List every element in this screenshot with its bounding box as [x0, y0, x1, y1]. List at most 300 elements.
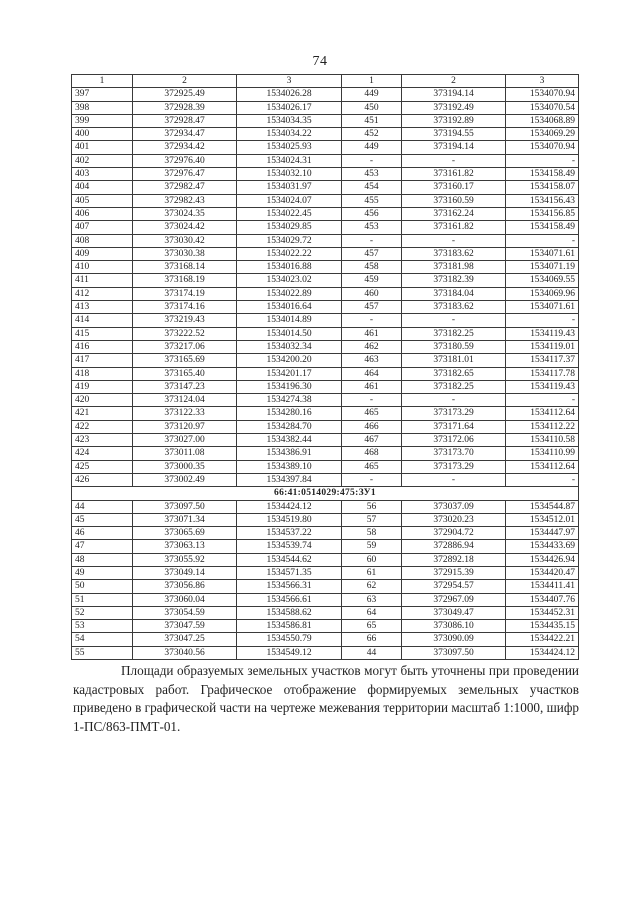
table-cell: 1534156.85	[506, 207, 579, 220]
table-row	[72, 380, 579, 393]
table-cell: 1534022.22	[237, 247, 342, 260]
table-row	[72, 101, 579, 114]
table-cell: 1534070.54	[506, 101, 579, 114]
table-cell: 373165.69	[133, 354, 237, 367]
table-cell: 457	[342, 301, 402, 314]
table-cell: 1534034.22	[237, 128, 342, 141]
table-cell: 372982.47	[133, 181, 237, 194]
table-cell: 466	[342, 420, 402, 433]
table-cell: 405	[72, 194, 133, 207]
table-row	[72, 327, 579, 340]
table-cell: -	[402, 473, 506, 486]
table-cell: 372892.18	[402, 553, 506, 566]
table-row	[72, 593, 579, 606]
table-cell: 373047.59	[133, 620, 237, 633]
table-cell: 1534550.79	[237, 633, 342, 646]
table-row	[72, 434, 579, 447]
table-cell: 414	[72, 314, 133, 327]
table-cell: 372934.47	[133, 128, 237, 141]
table-cell: 373173.29	[402, 407, 506, 420]
header-cell: 1	[72, 75, 133, 88]
table-cell: -	[342, 314, 402, 327]
table-cell: 1534158.49	[506, 168, 579, 181]
table-row	[72, 287, 579, 300]
table-cell: -	[506, 154, 579, 167]
section-title: 66:41:0514029:475:ЗУ1	[72, 487, 579, 500]
table-cell: 1534032.10	[237, 168, 342, 181]
table-cell: 49	[72, 566, 133, 579]
table-cell: 65	[342, 620, 402, 633]
table-cell: 1534014.50	[237, 327, 342, 340]
table-cell: 372904.72	[402, 527, 506, 540]
table-cell: 1534119.01	[506, 340, 579, 353]
table-cell: 1534112.64	[506, 460, 579, 473]
table-cell: 373065.69	[133, 527, 237, 540]
table-cell: 46	[72, 527, 133, 540]
table-cell: -	[506, 394, 579, 407]
table-cell: 373180.59	[402, 340, 506, 353]
table-cell: 44	[342, 646, 402, 659]
table-cell: 1534539.74	[237, 540, 342, 553]
table-cell: 373171.64	[402, 420, 506, 433]
table-cell: 407	[72, 221, 133, 234]
table-row	[72, 340, 579, 353]
table-cell: 1534544.87	[506, 500, 579, 513]
table-cell: 54	[72, 633, 133, 646]
table-row	[72, 261, 579, 274]
table-cell: -	[402, 154, 506, 167]
table-cell: 55	[72, 646, 133, 659]
table-cell: 419	[72, 380, 133, 393]
table-cell: 59	[342, 540, 402, 553]
table-cell: 1534156.43	[506, 194, 579, 207]
table-cell: 52	[72, 606, 133, 619]
table-row	[72, 620, 579, 633]
table-cell: 1534196.30	[237, 380, 342, 393]
table-cell: 1534069.55	[506, 274, 579, 287]
table-cell: 1534023.02	[237, 274, 342, 287]
table-cell: 1534025.93	[237, 141, 342, 154]
table-cell: 397	[72, 88, 133, 101]
table-cell: -	[402, 314, 506, 327]
table-row	[72, 420, 579, 433]
table-cell: 409	[72, 247, 133, 260]
table-cell: 449	[342, 88, 402, 101]
table-cell: 373217.06	[133, 340, 237, 353]
table-cell: 56	[342, 500, 402, 513]
table-cell: 372934.42	[133, 141, 237, 154]
table-cell: 48	[72, 553, 133, 566]
table-cell: 44	[72, 500, 133, 513]
table-cell: 411	[72, 274, 133, 287]
table-cell: 60	[342, 553, 402, 566]
table-row	[72, 88, 579, 101]
table-row	[72, 500, 579, 513]
table-row	[72, 234, 579, 247]
table-cell: 373020.23	[402, 513, 506, 526]
table-cell: 461	[342, 327, 402, 340]
table-cell: 451	[342, 114, 402, 127]
table-cell: 373192.89	[402, 114, 506, 127]
table-cell: 1534386.91	[237, 447, 342, 460]
table-cell: 373160.17	[402, 181, 506, 194]
table-cell: 373172.06	[402, 434, 506, 447]
table-cell: -	[506, 234, 579, 247]
table-cell: 465	[342, 407, 402, 420]
table-row	[72, 194, 579, 207]
table-cell: 1534274.38	[237, 394, 342, 407]
table-cell: 373024.42	[133, 221, 237, 234]
table-cell: 373002.49	[133, 473, 237, 486]
table-cell: 1534512.01	[506, 513, 579, 526]
table-cell: 423	[72, 434, 133, 447]
table-cell: 373194.14	[402, 141, 506, 154]
table-cell: 373000.35	[133, 460, 237, 473]
table-row	[72, 447, 579, 460]
table-cell: 1534424.12	[506, 646, 579, 659]
table-cell: 398	[72, 101, 133, 114]
table-row	[72, 606, 579, 619]
table-cell: 373192.49	[402, 101, 506, 114]
table-cell: 1534110.99	[506, 447, 579, 460]
table-cell: 408	[72, 234, 133, 247]
table-cell: 401	[72, 141, 133, 154]
table-cell: 373060.04	[133, 593, 237, 606]
table-cell: 1534119.43	[506, 327, 579, 340]
table-cell: 1534280.16	[237, 407, 342, 420]
table-cell: 1534519.80	[237, 513, 342, 526]
table-cell: 372976.40	[133, 154, 237, 167]
table-cell: 372928.39	[133, 101, 237, 114]
table-cell: 1534071.61	[506, 301, 579, 314]
table-cell: 1534397.84	[237, 473, 342, 486]
table-cell: 457	[342, 247, 402, 260]
table-cell: 1534433.69	[506, 540, 579, 553]
table-cell: 402	[72, 154, 133, 167]
table-cell: 373097.50	[133, 500, 237, 513]
table-cell: 1534112.64	[506, 407, 579, 420]
header-cell: 1	[342, 75, 402, 88]
table-cell: 415	[72, 327, 133, 340]
header-cell: 3	[237, 75, 342, 88]
table-cell: 373194.55	[402, 128, 506, 141]
table-row	[72, 580, 579, 593]
table-cell: 63	[342, 593, 402, 606]
table-cell: 1534586.81	[237, 620, 342, 633]
table-cell: 1534034.35	[237, 114, 342, 127]
table-row	[72, 367, 579, 380]
table-cell: 459	[342, 274, 402, 287]
table-row	[72, 540, 579, 553]
table-cell: 373097.50	[402, 646, 506, 659]
table-cell: 1534069.96	[506, 287, 579, 300]
table-cell: 373184.04	[402, 287, 506, 300]
table-cell: 1534571.35	[237, 566, 342, 579]
table-cell: 1534070.94	[506, 88, 579, 101]
table-cell: 373183.62	[402, 301, 506, 314]
table-row	[72, 473, 579, 486]
table-cell: 373162.24	[402, 207, 506, 220]
table-cell: 1534544.62	[237, 553, 342, 566]
table-cell: 417	[72, 354, 133, 367]
table-cell: 1534016.88	[237, 261, 342, 274]
table-cell: 1534112.22	[506, 420, 579, 433]
coordinates-table	[71, 74, 579, 660]
table-cell: 373049.47	[402, 606, 506, 619]
table-cell: 1534420.47	[506, 566, 579, 579]
table-cell: 53	[72, 620, 133, 633]
table-row	[72, 114, 579, 127]
table-cell: 373124.04	[133, 394, 237, 407]
table-cell: 373165.40	[133, 367, 237, 380]
table-cell: -	[342, 473, 402, 486]
table-cell: 64	[342, 606, 402, 619]
table-cell: 416	[72, 340, 133, 353]
table-cell: 373049.14	[133, 566, 237, 579]
table-cell: 50	[72, 580, 133, 593]
table-row	[72, 301, 579, 314]
table-cell: 373174.16	[133, 301, 237, 314]
table-cell: 1534284.70	[237, 420, 342, 433]
table-row	[72, 141, 579, 154]
table-cell: 1534447.97	[506, 527, 579, 540]
note-text: Площади образуемых земельных участков могут быть уточнены при проведении кадастровых работ. Графическое отображение формируемых земельных участков приведено в графической части на чертеже межевания территории масштаб 1:1000, шифр 1-ПС/863-ПМТ-01.	[73, 663, 579, 734]
table-cell: 450	[342, 101, 402, 114]
table-cell: 453	[342, 221, 402, 234]
table-cell: 404	[72, 181, 133, 194]
table-cell: 373160.59	[402, 194, 506, 207]
table-row	[72, 314, 579, 327]
section-header-row	[72, 487, 579, 500]
table-cell: 420	[72, 394, 133, 407]
note-paragraph	[73, 662, 579, 736]
table-row	[72, 513, 579, 526]
table-cell: 1534014.89	[237, 314, 342, 327]
table-cell: 1534424.12	[237, 500, 342, 513]
table-cell: 1534201.17	[237, 367, 342, 380]
table-row	[72, 407, 579, 420]
table-cell: 373219.43	[133, 314, 237, 327]
table-cell: 373181.98	[402, 261, 506, 274]
table-cell: 1534024.07	[237, 194, 342, 207]
table-cell: 1534566.31	[237, 580, 342, 593]
table-cell: 373182.65	[402, 367, 506, 380]
table-cell: 66	[342, 633, 402, 646]
table-cell: -	[402, 234, 506, 247]
table-cell: 1534068.89	[506, 114, 579, 127]
table-cell: 372925.49	[133, 88, 237, 101]
table-cell: 57	[342, 513, 402, 526]
table-cell: 422	[72, 420, 133, 433]
table-cell: 373168.19	[133, 274, 237, 287]
table-row	[72, 274, 579, 287]
table-cell: 1534026.17	[237, 101, 342, 114]
table-cell: 1534069.29	[506, 128, 579, 141]
table-cell: 418	[72, 367, 133, 380]
table-cell: 373182.39	[402, 274, 506, 287]
table-cell: 373122.33	[133, 407, 237, 420]
table-row	[72, 247, 579, 260]
table-cell: 373071.34	[133, 513, 237, 526]
table-cell: 372982.43	[133, 194, 237, 207]
table-cell: 1534200.20	[237, 354, 342, 367]
table-cell: 1534117.78	[506, 367, 579, 380]
table-cell: 468	[342, 447, 402, 460]
table-cell: 1534588.62	[237, 606, 342, 619]
table-cell: 410	[72, 261, 133, 274]
table-cell: 373011.08	[133, 447, 237, 460]
table-cell: 1534382.44	[237, 434, 342, 447]
table-cell: 460	[342, 287, 402, 300]
table-cell: 372915.39	[402, 566, 506, 579]
table-cell: 453	[342, 168, 402, 181]
table-cell: 373120.97	[133, 420, 237, 433]
table-cell: 424	[72, 447, 133, 460]
table-cell: 1534389.10	[237, 460, 342, 473]
table-cell: 373090.09	[402, 633, 506, 646]
table-cell: 1534029.85	[237, 221, 342, 234]
table-cell: 1534435.15	[506, 620, 579, 633]
table-cell: 62	[342, 580, 402, 593]
table-cell: 449	[342, 141, 402, 154]
table-cell: 1534022.89	[237, 287, 342, 300]
table-cell: 373173.29	[402, 460, 506, 473]
table-row	[72, 553, 579, 566]
table-cell: 421	[72, 407, 133, 420]
table-cell: 464	[342, 367, 402, 380]
table-row	[72, 181, 579, 194]
table-cell: 1534411.41	[506, 580, 579, 593]
table-cell: 373161.82	[402, 168, 506, 181]
table-cell: 373027.00	[133, 434, 237, 447]
table-cell: 1534426.94	[506, 553, 579, 566]
table-row	[72, 154, 579, 167]
table-cell: 1534031.97	[237, 181, 342, 194]
table-row	[72, 646, 579, 659]
table-cell: 58	[342, 527, 402, 540]
table-cell: 373055.92	[133, 553, 237, 566]
table-cell: 1534407.76	[506, 593, 579, 606]
table-row	[72, 207, 579, 220]
table-cell: 372928.47	[133, 114, 237, 127]
table-cell: 399	[72, 114, 133, 127]
table-cell: 1534537.22	[237, 527, 342, 540]
table-cell: 373086.10	[402, 620, 506, 633]
table-cell: 413	[72, 301, 133, 314]
table-cell: 1534117.37	[506, 354, 579, 367]
table-cell: 1534024.31	[237, 154, 342, 167]
table-cell: 467	[342, 434, 402, 447]
table-cell: 1534029.72	[237, 234, 342, 247]
table-cell: 372886.94	[402, 540, 506, 553]
table-cell: 47	[72, 540, 133, 553]
table-cell: 373222.52	[133, 327, 237, 340]
table-cell: 1534566.61	[237, 593, 342, 606]
table-cell: 1534022.45	[237, 207, 342, 220]
table-cell: 373056.86	[133, 580, 237, 593]
table-cell: -	[506, 314, 579, 327]
table-cell: 45	[72, 513, 133, 526]
table-header-row	[72, 75, 579, 88]
table-cell: 61	[342, 566, 402, 579]
table-cell: -	[506, 473, 579, 486]
table-cell: 372967.09	[402, 593, 506, 606]
table-cell: 373182.25	[402, 380, 506, 393]
table-row	[72, 168, 579, 181]
table-cell: 465	[342, 460, 402, 473]
table-cell: 1534452.31	[506, 606, 579, 619]
table-cell: 1534119.43	[506, 380, 579, 393]
table-cell: 456	[342, 207, 402, 220]
table-cell: 373037.09	[402, 500, 506, 513]
table-cell: 1534026.28	[237, 88, 342, 101]
table-cell: -	[402, 394, 506, 407]
table-cell: 1534422.21	[506, 633, 579, 646]
page-number: 74	[312, 54, 328, 69]
table-cell: 51	[72, 593, 133, 606]
table-cell: 373161.82	[402, 221, 506, 234]
table-cell: -	[342, 394, 402, 407]
table-cell: 1534016.64	[237, 301, 342, 314]
table-cell: 412	[72, 287, 133, 300]
table-row	[72, 128, 579, 141]
table-row	[72, 221, 579, 234]
table-cell: 1534549.12	[237, 646, 342, 659]
table-cell: -	[342, 234, 402, 247]
table-cell: 1534070.94	[506, 141, 579, 154]
table-cell: 1534032.34	[237, 340, 342, 353]
table-cell: 455	[342, 194, 402, 207]
table-cell: 1534110.58	[506, 434, 579, 447]
table-cell: 373030.42	[133, 234, 237, 247]
table-cell: 373168.14	[133, 261, 237, 274]
table-cell: 1534071.19	[506, 261, 579, 274]
table-cell: 373181.01	[402, 354, 506, 367]
table-cell: 373040.56	[133, 646, 237, 659]
table-cell: 372976.47	[133, 168, 237, 181]
table-cell: 463	[342, 354, 402, 367]
table-cell: 458	[342, 261, 402, 274]
table-cell: 373194.14	[402, 88, 506, 101]
table-cell: 373054.59	[133, 606, 237, 619]
table-row	[72, 527, 579, 540]
table-cell: 373047.25	[133, 633, 237, 646]
header-cell: 3	[506, 75, 579, 88]
table-cell: -	[342, 154, 402, 167]
table-row	[72, 460, 579, 473]
table-row	[72, 394, 579, 407]
table-cell: 373183.62	[402, 247, 506, 260]
table-cell: 373182.25	[402, 327, 506, 340]
table-cell: 1534158.49	[506, 221, 579, 234]
table-cell: 461	[342, 380, 402, 393]
table-cell: 400	[72, 128, 133, 141]
table-cell: 403	[72, 168, 133, 181]
table-cell: 373147.23	[133, 380, 237, 393]
table-cell: 454	[342, 181, 402, 194]
table-row	[72, 633, 579, 646]
table-row	[72, 566, 579, 579]
table-cell: 373174.19	[133, 287, 237, 300]
header-cell: 2	[133, 75, 237, 88]
table-cell: 373024.35	[133, 207, 237, 220]
table-cell: 372954.57	[402, 580, 506, 593]
table-cell: 1534158.07	[506, 181, 579, 194]
table-row	[72, 354, 579, 367]
table-cell: 462	[342, 340, 402, 353]
table-cell: 373173.70	[402, 447, 506, 460]
table-cell: 406	[72, 207, 133, 220]
